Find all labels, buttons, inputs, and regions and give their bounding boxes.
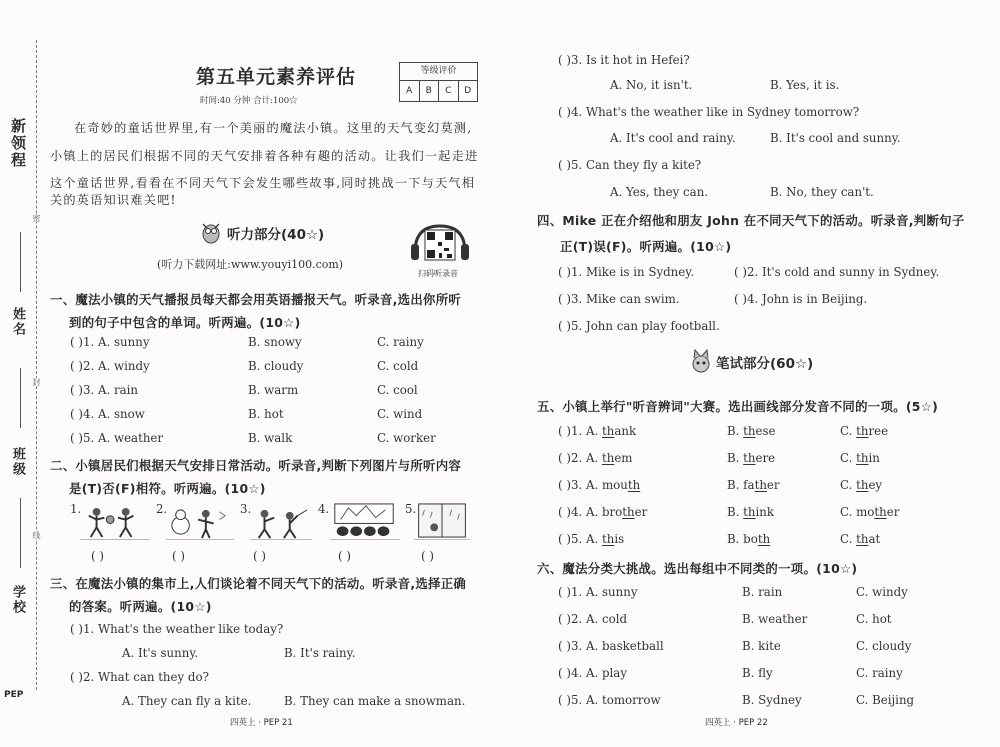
s3-option-b: B. It's rainy.: [284, 646, 356, 660]
s4-statement: ( )1. Mike is in Sydney.: [558, 265, 695, 279]
s1-option-c: C. rainy: [377, 335, 424, 349]
s5-option-b: B. father: [727, 478, 780, 492]
s5-question: ( )1. A. thank: [558, 424, 637, 438]
s1-question: ( )4. A. snow: [70, 407, 145, 421]
s3-option-b: B. No, they can't.: [770, 185, 874, 199]
pep-label: PEP: [4, 690, 24, 700]
s1-option-c: C. cold: [377, 359, 419, 373]
s1-option-c: C. cool: [377, 383, 418, 397]
kids-snow-scene-icon: [166, 506, 234, 540]
rainy-crowd-icon: [330, 502, 400, 540]
s6-option-c: C. rainy: [856, 666, 903, 680]
exam-meta: 时间:40 分钟 合计:100☆: [200, 96, 298, 106]
grade-cell: A: [400, 81, 420, 101]
window-rain-icon: [414, 502, 470, 540]
grade-table: [399, 62, 478, 102]
s3-option-a: A. No, it isn't.: [610, 78, 693, 92]
picture-number: 2.: [156, 502, 168, 516]
section-4-title: 正(T)误(F)。听两遍。(10☆): [560, 239, 732, 254]
section-1-title: 到的句子中包含的单词。听两遍。(10☆): [69, 315, 301, 330]
s1-option-c: C. wind: [377, 407, 423, 421]
s6-option-c: C. hot: [856, 612, 892, 626]
section-2-title: 是(T)否(F)相符。听两遍。(10☆): [69, 481, 266, 496]
owl-mascot-icon: [200, 219, 222, 245]
grade-cell: C: [439, 81, 459, 101]
grade-header: 等级评价: [400, 63, 477, 81]
s5-option-c: C. they: [840, 478, 883, 492]
s5-option-c: C. that: [840, 532, 881, 546]
s6-option-b: B. rain: [742, 585, 783, 599]
s3-option-a: A. It's sunny.: [122, 646, 199, 660]
picture-answer-blank[interactable]: ( ): [253, 549, 266, 563]
intro-line: 小镇上的居民们根据不同的天气安排着各种有趣的活动。让我们一起走进: [50, 149, 479, 163]
s5-option-b: B. both: [727, 532, 771, 546]
s5-question: ( )5. A. this: [558, 532, 625, 546]
section-5-title: 五、小镇上举行"听音辨词"大赛。选出画线部分发音不同的一项。(5☆): [537, 399, 939, 414]
s3-question: ( )5. Can they fly a kite?: [558, 158, 702, 172]
s3-question: ( )2. What can they do?: [70, 670, 209, 684]
section-3-title: 三、在魔法小镇的集市上,人们谈论着不同天气下的活动。听录音,选择正确: [50, 576, 467, 591]
cut-mark: 线: [32, 531, 41, 539]
s6-question: ( )3. A. basketball: [558, 639, 664, 653]
grade-cell: D: [464, 86, 472, 96]
qr-code-icon: [411, 222, 469, 270]
page-footer: 四英上 · PEP 21: [230, 718, 293, 728]
section-1-title: 一、魔法小镇的天气播报员每天都会用英语播报天气。听录音,选出你所听: [50, 292, 462, 307]
s3-option-a: A. It's cool and rainy.: [610, 131, 736, 145]
brand-label: 新领程: [9, 118, 27, 169]
s3-option-a: A. Yes, they can.: [610, 185, 709, 199]
s6-option-c: C. Beijing: [856, 693, 915, 707]
s6-question: ( )2. A. cold: [558, 612, 628, 626]
s5-option-c: C. three: [840, 424, 889, 438]
s1-option-b: B. warm: [248, 383, 299, 397]
s6-option-c: C. cloudy: [856, 639, 912, 653]
cut-mark: 密: [32, 214, 41, 222]
s3-question: ( )4. What's the weather like in Sydney tomorrow?: [558, 105, 860, 119]
picture-number: 5.: [405, 502, 417, 516]
s3-option-b: B. It's cool and sunny.: [770, 131, 901, 145]
section-6-title: 六、魔法分类大挑战。选出每组中不同类的一项。(10☆): [537, 561, 858, 576]
s5-question: ( )2. A. them: [558, 451, 633, 465]
intro-line: 关的英语知识难关吧!: [50, 193, 177, 207]
s3-option-a: A. They can fly a kite.: [122, 694, 252, 708]
picture-answer-blank[interactable]: ( ): [338, 549, 351, 563]
picture-answer-blank[interactable]: ( ): [172, 549, 185, 563]
name-label: 姓名: [10, 307, 25, 337]
s6-option-c: C. windy: [856, 585, 908, 599]
listening-section-title: 听力部分(40☆): [227, 227, 325, 243]
class-label: 班级: [10, 447, 25, 477]
s1-question: ( )5. A. weather: [70, 431, 164, 445]
picture-answer-blank[interactable]: ( ): [421, 549, 434, 563]
cat-mascot-icon: [690, 348, 712, 374]
school-label: 学校: [10, 585, 25, 615]
s1-option-c: C. worker: [377, 431, 436, 445]
s1-question: ( )2. A. windy: [70, 359, 150, 373]
written-section-title: 笔试部分(60☆): [716, 356, 814, 372]
class-blank: [20, 368, 21, 428]
grade-cell: B: [420, 81, 440, 101]
s1-option-b: B. hot: [248, 407, 284, 421]
download-url: (听力下载网址:www.youyi100.com): [157, 258, 344, 271]
page-title: 第五单元素养评估: [196, 66, 357, 88]
s1-option-b: B. cloudy: [248, 359, 304, 373]
s1-option-b: B. snowy: [248, 335, 302, 349]
s1-question: ( )1. A. sunny: [70, 335, 150, 349]
s3-question: ( )1. What's the weather like today?: [70, 622, 284, 636]
binding-line: [36, 40, 37, 690]
s4-statement: ( )4. John is in Beijing.: [734, 292, 868, 306]
s3-question: ( )3. Is it hot in Hefei?: [558, 53, 690, 67]
name-blank: [20, 498, 21, 568]
picture-number: 1.: [70, 502, 82, 516]
intro-line: 在奇妙的童话世界里,有一个美丽的魔法小镇。这里的天气变幻莫测,: [74, 121, 473, 135]
s5-option-c: C. thin: [840, 451, 880, 465]
s4-statement: ( )2. It's cold and sunny in Sydney.: [734, 265, 940, 279]
s1-question: ( )3. A. rain: [70, 383, 139, 397]
s3-option-b: B. They can make a snowman.: [284, 694, 466, 708]
s6-question: ( )4. A. play: [558, 666, 628, 680]
picture-number: 3.: [240, 502, 252, 516]
cut-mark: 封: [32, 378, 41, 386]
s6-option-b: B. Sydney: [742, 693, 802, 707]
section-4-title: 四、Mike 正在介绍他和朋友 John 在不同天气下的活动。听录音,判断句子: [537, 213, 965, 228]
s4-statement: ( )5. John can play football.: [558, 319, 720, 333]
s4-statement: ( )3. Mike can swim.: [558, 292, 680, 306]
s6-option-b: B. fly: [742, 666, 773, 680]
s5-question: ( )4. A. brother: [558, 505, 648, 519]
section-2-title: 二、小镇居民们根据天气安排日常活动。听录音,判断下列图片与所听内容: [50, 458, 462, 473]
section-3-title: 的答案。听两遍。(10☆): [69, 599, 212, 614]
s5-option-c: C. mother: [840, 505, 900, 519]
kids-fishing-icon: [250, 506, 312, 540]
s1-option-b: B. walk: [248, 431, 293, 445]
s6-option-b: B. weather: [742, 612, 808, 626]
picture-answer-blank[interactable]: ( ): [91, 549, 104, 563]
s5-question: ( )3. A. mouth: [558, 478, 641, 492]
qr-label: 扫码听录音: [418, 269, 458, 278]
s5-option-b: B. these: [727, 424, 776, 438]
s3-option-b: B. Yes, it is.: [770, 78, 840, 92]
s6-question: ( )5. A. tomorrow: [558, 693, 661, 707]
intro-line: 这个童话世界,看看在不同天气下会发生哪些故事,同时挑战一下与天气相: [50, 176, 476, 190]
s5-option-b: B. think: [727, 505, 775, 519]
s5-option-b: B. there: [727, 451, 776, 465]
s6-option-b: B. kite: [742, 639, 781, 653]
picture-number: 4.: [318, 502, 330, 516]
page-footer: 四英上 · PEP 22: [705, 718, 768, 728]
school-blank: [20, 232, 21, 292]
kids-playing-basketball-icon: [80, 506, 150, 540]
s6-question: ( )1. A. sunny: [558, 585, 638, 599]
